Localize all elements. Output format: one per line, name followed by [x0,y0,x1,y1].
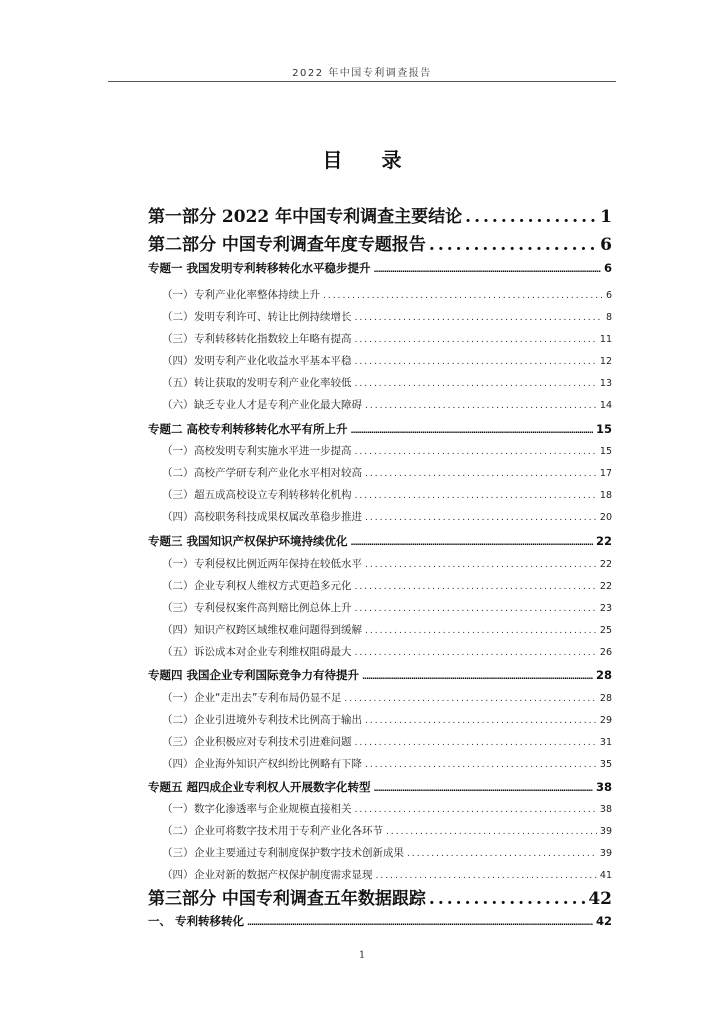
toc-entry-page: 13 [599,378,612,389]
toc-entry-page: 26 [599,647,612,658]
toc-entry-number: （一） [162,558,194,570]
toc-entry-sub[interactable] [162,287,612,302]
toc-entry-page: 28 [599,693,612,704]
toc-entry-title: 专题五 超四成企业专利权人开展数字化转型 [148,780,371,794]
dot-leader [365,626,597,636]
toc-entry-page: 42 [588,889,612,909]
dot-leader [355,313,603,323]
header-rule [108,81,616,82]
toc-entry-page: 23 [599,603,612,614]
toc-entry-part[interactable] [148,230,612,255]
toc-entry-number: （二） [162,467,194,479]
toc-entry-number: （一） [162,289,194,301]
toc-entry-title: 缺乏专业人才是专利产业化最大障碍 [194,399,362,411]
dot-leader [355,582,597,592]
toc-entry-number: （六） [162,399,194,411]
dot-leader [365,716,597,726]
toc-entry-page: 8 [605,312,612,323]
toc-entry-page: 6 [600,235,612,255]
running-header: 2022 年中国专利调查报告 [292,68,432,79]
dot-leader [429,235,597,255]
toc-entry-title: 企业对新的数据产权保护制度需求显现 [194,869,373,881]
toc-entry-page: 15 [599,446,612,457]
dot-leader [429,889,585,909]
toc-entry-title: 专利产业化率整体持续上升 [194,289,320,301]
toc-entry-sub[interactable] [162,867,612,882]
toc-entry-sub[interactable] [162,801,612,816]
toc-entry-sub[interactable] [162,331,612,346]
toc-entry-page: 29 [599,715,612,726]
toc-entry-sub[interactable] [162,309,612,324]
dot-leader [365,469,597,479]
toc-entry-number: （二） [162,714,194,726]
toc-entry-number: （二） [162,311,194,323]
toc-entry-page: 22 [599,581,612,592]
dot-leader [365,760,597,770]
toc-entry-number: （二） [162,825,194,837]
toc-entry-page: 22 [599,559,612,570]
toc-entry-number: （一） [162,692,194,704]
toc-entry-page: 39 [599,826,612,837]
toc-entry-page: 41 [599,870,612,881]
page-number: 1 [358,950,366,961]
toc-entry-title: 转让获取的发明专利产业化率较低 [194,377,352,389]
dot-leader [407,849,597,859]
toc-entry-title: 知识产权跨区域维权难问题得到缓解 [194,624,362,636]
toc-entry-sub[interactable] [162,465,612,480]
toc-entry-title: 第二部分 中国专利调查年度专题报告 [148,235,426,255]
toc-entry-number: （四） [162,624,194,636]
dot-leader [362,672,593,681]
toc-entry-page: 17 [599,468,612,479]
toc-entry-title: 一、 专利转移转化 [148,914,245,928]
dot-leader [355,648,597,658]
dot-leader [344,694,597,704]
dot-leader [355,491,597,501]
dot-leader [374,265,601,274]
toc-entry-title: 第一部分 2022 年中国专利调查主要结论 [148,207,463,227]
dot-leader [355,357,597,367]
toc-entry-page: 6 [603,261,612,275]
toc-entry-number: （四） [162,758,194,770]
toc-entry-number: （三） [162,736,194,748]
toc-entry-title: 专题四 我国企业专利国际竞争力有待提升 [148,668,360,682]
toc-entry-number: （三） [162,489,194,501]
toc-entry-sub[interactable] [162,487,612,502]
dot-leader [351,538,593,547]
toc-entry-number: （一） [162,803,194,815]
toc-entry-part[interactable] [148,884,612,909]
toc-entry-title: 高校发明专利实施水平进一步提高 [194,445,352,457]
toc-entry-title: 高校产学研专利产业化水平相对较高 [194,467,362,479]
toc-entry-sub[interactable] [162,823,612,838]
toc-entry-number: （五） [162,646,194,658]
dot-leader [386,827,597,837]
dot-leader [355,604,597,614]
dot-leader [376,871,597,881]
dot-leader [355,379,597,389]
toc-entry-page: 35 [599,759,612,770]
toc-entry-page: 38 [595,780,612,794]
toc-entry-sub[interactable] [162,556,612,571]
toc-entry-sub[interactable] [162,845,612,860]
dot-leader [351,426,593,435]
dot-leader [355,447,597,457]
toc-entry-title: 超五成高校设立专利转移转化机构 [194,489,352,501]
toc-entry-page: 11 [599,334,612,345]
toc-entry-title: 专利侵权比例近两年保持在较低水平 [194,558,362,570]
toc-entry-number: （四） [162,869,194,881]
toc-entry-sub[interactable] [162,644,612,659]
toc-entry-sub[interactable] [162,375,612,390]
toc-entry-sub[interactable] [162,690,612,705]
toc-entry-topic[interactable] [148,667,612,683]
toc-entry-page: 15 [595,422,612,436]
toc-entry-title: 企业“走出去”专利布局仍显不足 [194,692,342,704]
toc-entry-page: 42 [595,914,612,928]
toc-entry-title: 专题一 我国发明专利转移转化水平稳步提升 [148,261,371,275]
toc-entry-page: 22 [595,534,612,548]
toc-entry-sub[interactable] [162,578,612,593]
toc-entry-title: 专利侵权案件高判赔比例总体上升 [194,602,352,614]
dot-leader [365,560,597,570]
toc-entry-topic[interactable] [148,421,612,437]
toc-entry-sub[interactable] [162,712,612,727]
toc-entry-title: 企业积极应对专利技术引进难问题 [194,736,352,748]
toc-entry-page: 12 [599,356,612,367]
toc-entry-page: 25 [599,625,612,636]
toc-entry-sub[interactable] [162,734,612,749]
toc-entry-number: （三） [162,602,194,614]
toc-entry-sub[interactable] [162,622,612,637]
toc-entry-topic[interactable] [148,533,612,549]
toc-entry-number: （四） [162,511,194,523]
dot-leader [465,207,597,227]
toc-entry-title: 发明专利许可、转让比例持续增长 [194,311,352,323]
toc-entry-title: 企业主要通过专利制度保护数字技术创新成果 [194,847,404,859]
toc-entry-title: 专利转移转化指数较上年略有提高 [194,333,352,345]
toc-entry-sub[interactable] [162,443,612,458]
toc-entry-topic[interactable] [148,779,612,795]
toc-entry-topic[interactable] [148,913,612,929]
toc-entry-title: 企业海外知识产权纠纷比例略有下降 [194,758,362,770]
toc-entry-part[interactable] [148,202,612,227]
toc-entry-title: 专题二 高校专利转移转化水平有所上升 [148,422,348,436]
toc-entry-number: （五） [162,377,194,389]
toc-entry-page: 18 [599,490,612,501]
toc-entry-number: （四） [162,355,194,367]
toc-entry-page: 39 [599,848,612,859]
toc-entry-page: 6 [605,290,612,301]
toc-entry-page: 28 [595,668,612,682]
toc-entry-title: 高校职务科技成果权属改革稳步推进 [194,511,362,523]
toc-entry-sub[interactable] [162,600,612,615]
dot-leader [374,784,593,793]
toc-entry-number: （三） [162,333,194,345]
toc-entry-topic[interactable] [148,260,612,276]
toc-entry-title: 企业引进境外专利技术比例高于输出 [194,714,362,726]
dot-leader [355,335,597,345]
toc-entry-page: 14 [599,400,612,411]
dot-leader [323,291,603,301]
dot-leader [247,918,593,927]
toc-title: 目 录 [322,148,418,172]
dot-leader [365,401,597,411]
toc-entry-page: 38 [599,804,612,815]
toc-entry-page: 20 [599,512,612,523]
toc-entry-sub[interactable] [162,397,612,412]
toc-entry-number: （三） [162,847,194,859]
toc-entry-sub[interactable] [162,353,612,368]
toc-entry-sub[interactable] [162,509,612,524]
toc-entry-title: 发明专利产业化收益水平基本平稳 [194,355,352,367]
toc-entry-title: 数字化渗透率与企业规模直接相关 [194,803,352,815]
toc-entry-sub[interactable] [162,756,612,771]
toc-entry-title: 诉讼成本对企业专利维权阻碍最大 [194,646,352,658]
dot-leader [355,805,597,815]
toc-entry-title: 专题三 我国知识产权保护环境持续优化 [148,534,348,548]
toc-entry-number: （一） [162,445,194,457]
dot-leader [365,513,597,523]
dot-leader [355,738,597,748]
toc-entry-page: 31 [599,737,612,748]
toc-entry-number: （二） [162,580,194,592]
toc-entry-page: 1 [600,207,612,227]
toc-entry-title: 第三部分 中国专利调查五年数据跟踪 [148,889,426,909]
toc-entry-title: 企业专利权人维权方式更趋多元化 [194,580,352,592]
toc-entry-title: 企业可将数字技术用于专利产业化各环节 [194,825,383,837]
